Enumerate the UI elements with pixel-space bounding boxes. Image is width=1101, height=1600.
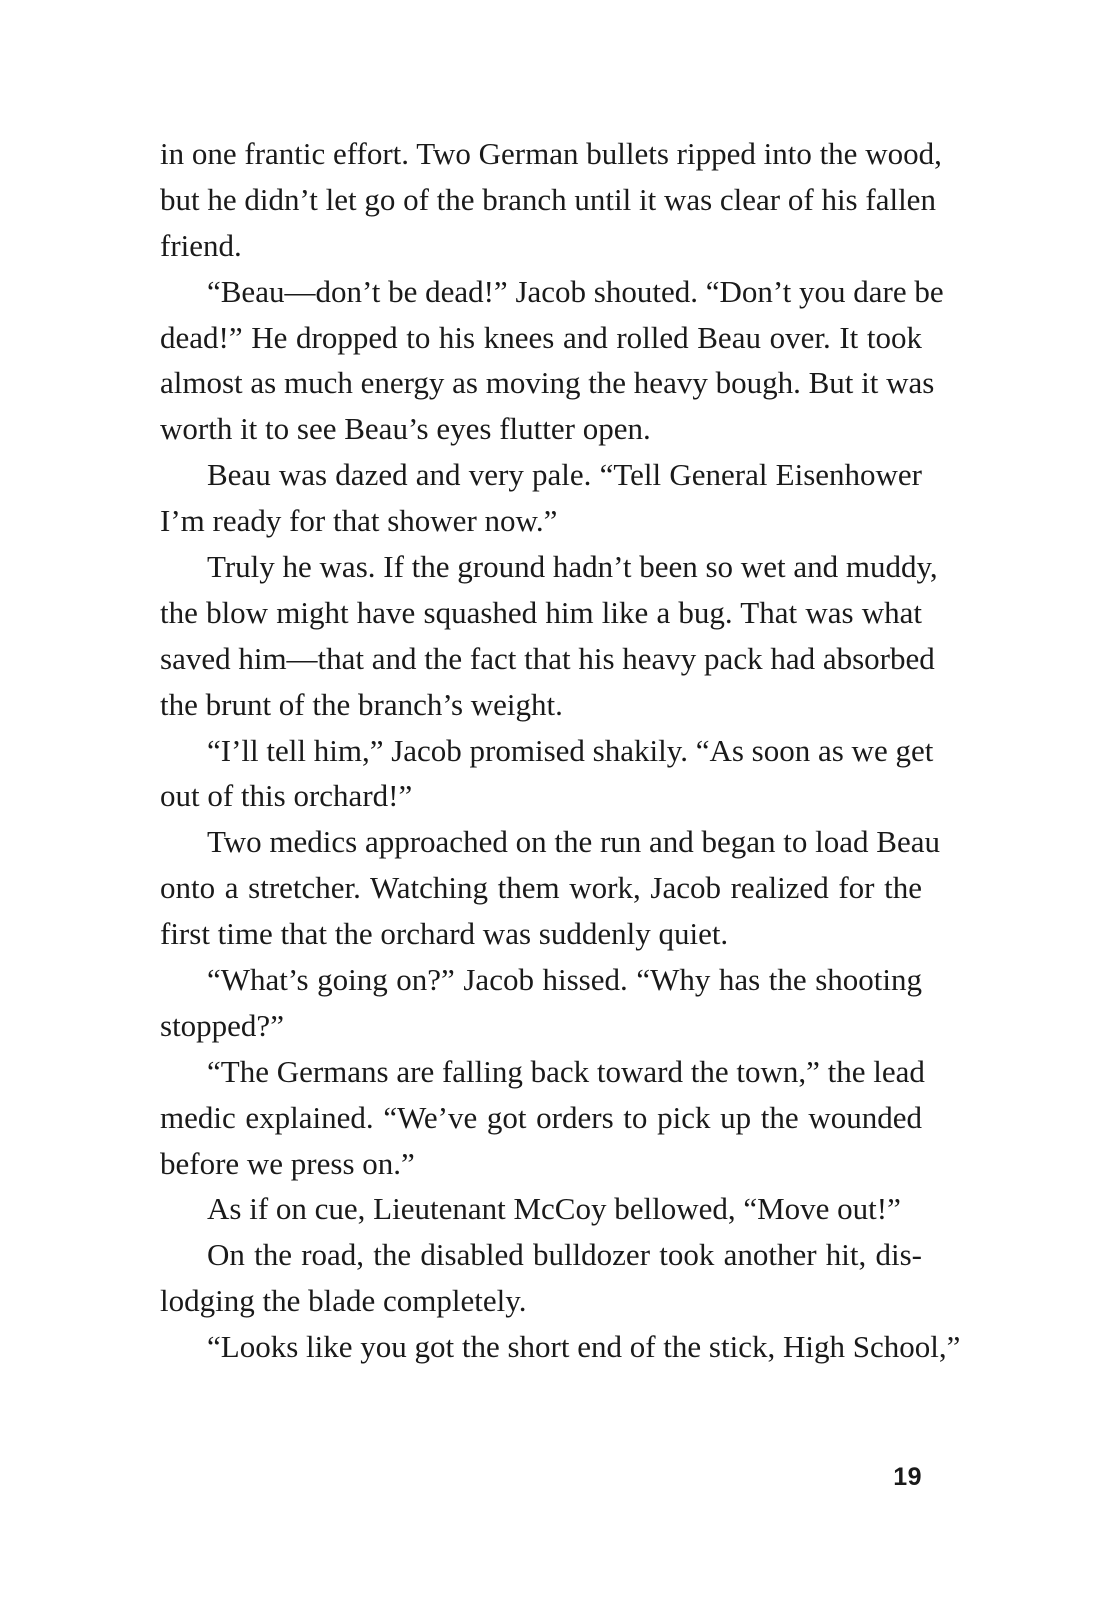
text-line: medic explained. “We’ve got orders to pick up the wounded bbox=[160, 1099, 922, 1135]
text-line: the brunt of the branch’s weight. bbox=[160, 686, 563, 722]
text-line: in one frantic effort. Two German bullets ripped into the wood, bbox=[160, 136, 942, 171]
text-line: On the road, the disabled bulldozer took another hit, dis- bbox=[207, 1237, 922, 1273]
text-line: out of this orchard!” bbox=[160, 778, 413, 814]
page-number: 19 bbox=[893, 1463, 922, 1491]
text-line: but he didn’t let go of the branch until it was clear of his fallen bbox=[160, 181, 936, 217]
text-line: saved him—that and the fact that his heavy pack had absorbed bbox=[160, 640, 935, 676]
text-line: friend. bbox=[160, 227, 242, 263]
text-line: almost as much energy as moving the heavy bough. But it was bbox=[160, 365, 935, 401]
body-text bbox=[160, 131, 961, 1370]
text-line: “What’s going on?” Jacob hissed. “Why has the shooting bbox=[207, 962, 922, 998]
text-line: “I’ll tell him,” Jacob promised shakily. “As soon as we get bbox=[207, 732, 934, 768]
text-line: dead!” He dropped to his knees and rolled Beau over. It took bbox=[160, 319, 922, 355]
text-line: worth it to see Beau’s eyes flutter open. bbox=[160, 411, 651, 447]
text-line: before we press on.” bbox=[160, 1145, 415, 1181]
text-line: the blow might have squashed him like a bug. That was what bbox=[160, 594, 922, 630]
text-line: stopped?” bbox=[160, 1007, 284, 1043]
text-line: “Looks like you got the short end of the stick, High School,” bbox=[207, 1329, 961, 1365]
text-line: Truly he was. If the ground hadn’t been so wet and muddy, bbox=[207, 549, 938, 585]
text-line: lodging the blade completely. bbox=[160, 1283, 527, 1319]
text-line: “Beau—don’t be dead!” Jacob shouted. “Don’t you dare be bbox=[207, 273, 944, 309]
text-line: As if on cue, Lieutenant McCoy bellowed, “Move out!” bbox=[207, 1191, 901, 1227]
text-line: Two medics approached on the run and began to load Beau bbox=[207, 824, 940, 860]
text-line: first time that the orchard was suddenly quiet. bbox=[160, 916, 729, 952]
text-line: onto a stretcher. Watching them work, Jacob realized for the bbox=[160, 870, 922, 906]
text-line: Beau was dazed and very pale. “Tell General Eisenhower bbox=[207, 457, 922, 493]
text-line: I’m ready for that shower now.” bbox=[160, 503, 558, 539]
text-line: “The Germans are falling back toward the town,” the lead bbox=[207, 1053, 925, 1089]
